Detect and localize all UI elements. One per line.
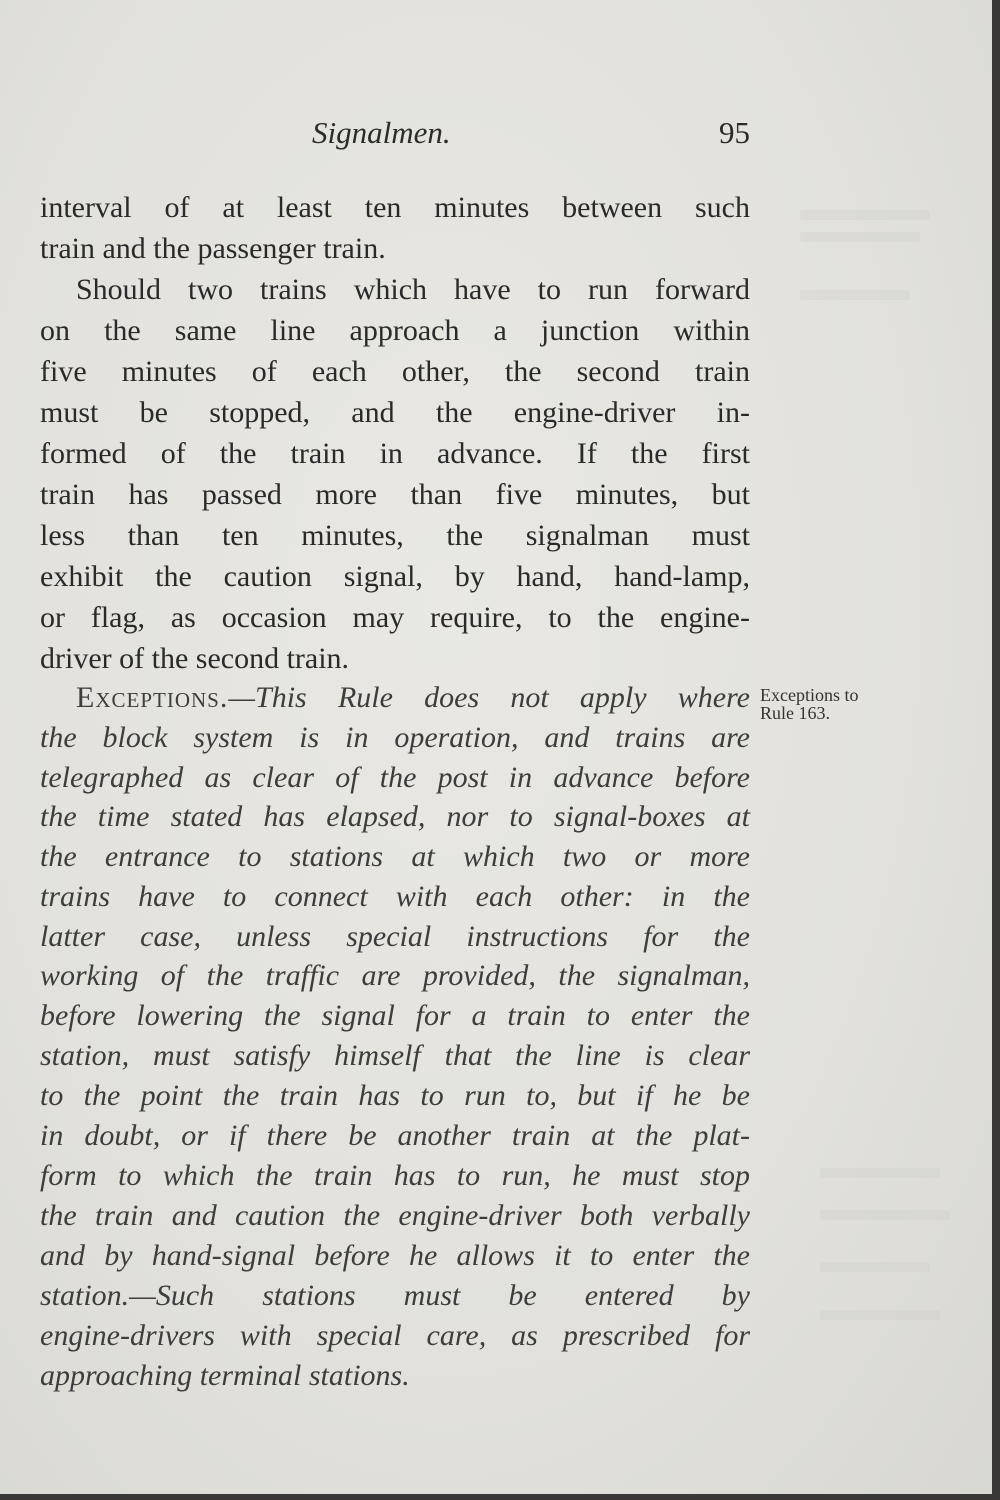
show-through-mark [820,1262,930,1272]
show-through-mark [820,1210,950,1220]
running-head [40,115,750,155]
page-number: 95 [719,115,750,150]
exceptions-line: before lowering the signal for a train to enter the [40,999,750,1032]
paragraph-line: driver of the second train. [40,642,350,675]
margin-note-line: Rule 163. [760,703,830,723]
exceptions-line: the time stated has elapsed, nor to signal-boxes at [40,800,750,833]
exceptions-first-line [76,680,750,716]
exceptions-line: station.—Such stations must be entered by [40,1279,750,1312]
paragraph-line: on the same line approach a junction within [40,314,750,347]
exceptions-line: working of the traffic are provided, the signalman, [40,959,750,992]
show-through-mark [820,1310,940,1320]
exceptions-line: the block system is in operation, and trains are [40,721,750,754]
exceptions-line: to the point the train has to run to, but if he be [40,1079,750,1112]
exceptions-heading: Exceptions. [76,681,229,714]
exceptions-line: form to which the train has to run, he must stop [40,1159,750,1192]
exceptions-line: station, must satisfy himself that the line is clear [40,1039,750,1072]
running-head-title: Signalmen. [312,115,451,150]
paragraph-line: Should two trains which have to run forward [76,273,750,306]
exceptions-line: latter case, unless special instructions for the [40,920,750,953]
exceptions-line: trains have to connect with each other: in the [40,880,750,913]
exceptions-line: engine-drivers with special care, as prescribed for [40,1319,750,1352]
exceptions-line: the entrance to stations at which two or more [40,840,750,873]
paragraph-line: exhibit the caution signal, by hand, hand-lamp, [40,560,750,593]
exceptions-line: the train and caution the engine-driver both verbally [40,1199,750,1232]
paragraph-line: five minutes of each other, the second train [40,355,750,388]
paragraph-line: interval of at least ten minutes between such [40,191,750,224]
show-through-mark [820,1168,940,1178]
margin-note [760,686,930,722]
show-through-mark [800,210,930,220]
margin-note-line: Exceptions to [760,685,859,705]
paragraph-line: train has passed more than five minutes, but [40,478,750,511]
exceptions-line: approaching terminal stations. [40,1359,410,1392]
exceptions-line: and by hand-signal before he allows it to enter the [40,1239,750,1272]
paragraph-line: must be stopped, and the engine-driver in- [40,396,750,429]
show-through-mark [800,290,910,300]
exceptions-line: in doubt, or if there be another train at the plat- [40,1119,750,1152]
exceptions-line: telegraphed as clear of the post in advance before [40,761,750,794]
paragraph-line: or flag, as occasion may require, to the engine- [40,601,750,634]
paragraph-line: less than ten minutes, the signalman must [40,519,750,552]
exceptions-first-line-text: —This Rule does not apply where [228,681,750,714]
paragraph-line: formed of the train in advance. If the first [40,437,750,470]
show-through-mark [800,232,920,242]
paragraph-line: train and the passenger train. [40,232,386,265]
